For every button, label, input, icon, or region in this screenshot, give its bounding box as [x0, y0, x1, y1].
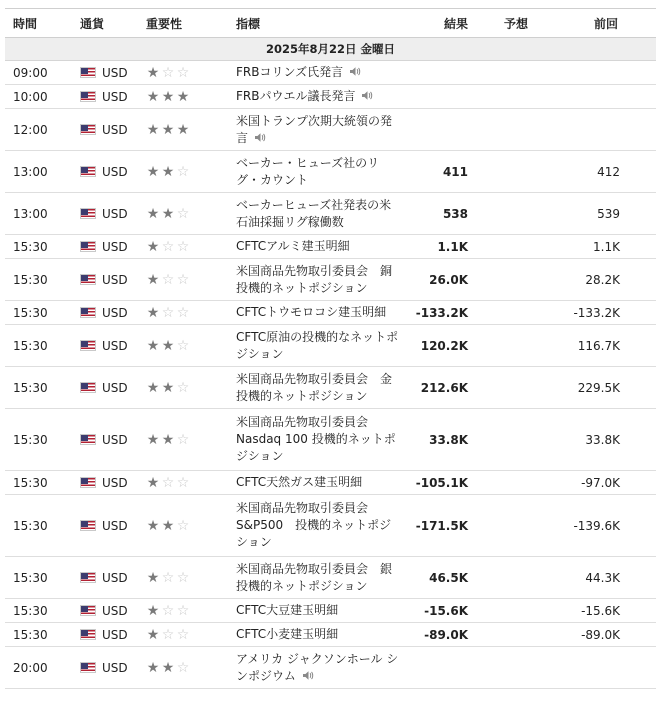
- indicator-name[interactable]: FRBコリンズ氏発言: [236, 65, 344, 79]
- importance-rating: [138, 193, 228, 235]
- star-empty-icon: ☆: [176, 517, 191, 534]
- star-empty-icon: ☆: [176, 431, 191, 448]
- event-currency: [72, 61, 138, 85]
- indicator-cell[interactable]: [228, 495, 406, 557]
- actual-value: [406, 109, 476, 151]
- us-flag-icon: [80, 166, 96, 177]
- star-filled-icon: ★: [161, 88, 176, 105]
- indicator-name[interactable]: 米国商品先物取引委員会 銀投機的ネットポジション: [236, 561, 393, 593]
- date-header: 2025年8月22日 金曜日: [5, 38, 656, 61]
- indicator-name[interactable]: 米国トランプ次期大統領の発言: [236, 113, 393, 145]
- table-row[interactable]: [5, 409, 656, 471]
- previous-value: -139.6K: [556, 495, 656, 557]
- star-filled-icon: ★: [146, 517, 161, 534]
- star-empty-icon: ☆: [176, 474, 191, 491]
- col-result[interactable]: 結果: [406, 9, 476, 38]
- actual-value: -15.6K: [406, 599, 476, 623]
- indicator-name[interactable]: ベーカー・ヒューズ社のリグ・カウント: [236, 155, 380, 187]
- actual-value: 411: [406, 151, 476, 193]
- table-row[interactable]: [5, 647, 656, 689]
- indicator-cell[interactable]: [228, 61, 406, 85]
- star-empty-icon: ☆: [161, 64, 176, 81]
- previous-value: -133.2K: [556, 301, 656, 325]
- currency-code: USD: [102, 65, 128, 80]
- previous-value: -89.0K: [556, 623, 656, 647]
- us-flag-icon: [80, 629, 96, 640]
- indicator-cell[interactable]: [228, 409, 406, 471]
- forecast-value: [476, 409, 556, 471]
- previous-value: 28.2K: [556, 259, 656, 301]
- us-flag-icon: [80, 340, 96, 351]
- actual-value: [406, 85, 476, 109]
- previous-value: -15.6K: [556, 599, 656, 623]
- importance-rating: [138, 109, 228, 151]
- currency-code: USD: [102, 660, 128, 675]
- event-time: 15:30: [5, 599, 72, 623]
- indicator-name[interactable]: アメリカ ジャクソンホール シンポジウム: [236, 651, 399, 683]
- indicator-name[interactable]: ベーカーヒューズ社発表の米石油採掘リグ稼働数: [236, 197, 392, 229]
- event-time: 15:30: [5, 259, 72, 301]
- star-filled-icon: ★: [146, 121, 161, 138]
- indicator-name[interactable]: CFTCトウモロコシ建玉明細: [236, 305, 387, 319]
- event-currency: [72, 85, 138, 109]
- speaker-icon: [349, 64, 361, 81]
- star-empty-icon: ☆: [176, 304, 191, 321]
- star-empty-icon: ☆: [176, 205, 191, 222]
- actual-value: 120.2K: [406, 325, 476, 367]
- currency-code: USD: [102, 475, 128, 490]
- importance-rating: [138, 599, 228, 623]
- currency-code: USD: [102, 627, 128, 642]
- star-empty-icon: ☆: [161, 569, 176, 586]
- indicator-cell[interactable]: [228, 367, 406, 409]
- event-currency: [72, 235, 138, 259]
- event-currency: [72, 109, 138, 151]
- star-filled-icon: ★: [161, 163, 176, 180]
- previous-value: [556, 61, 656, 85]
- star-filled-icon: ★: [146, 626, 161, 643]
- star-filled-icon: ★: [161, 337, 176, 354]
- us-flag-icon: [80, 91, 96, 102]
- star-filled-icon: ★: [146, 474, 161, 491]
- indicator-cell[interactable]: [228, 647, 406, 689]
- currency-code: USD: [102, 305, 128, 320]
- currency-code: USD: [102, 432, 128, 447]
- us-flag-icon: [80, 662, 96, 673]
- event-currency: [72, 409, 138, 471]
- actual-value: -171.5K: [406, 495, 476, 557]
- col-importance[interactable]: 重要性: [138, 9, 228, 38]
- event-time: 20:00: [5, 647, 72, 689]
- star-filled-icon: ★: [146, 64, 161, 81]
- event-currency: [72, 193, 138, 235]
- date-row: [5, 38, 656, 61]
- indicator-cell[interactable]: [228, 301, 406, 325]
- star-filled-icon: ★: [161, 205, 176, 222]
- col-previous[interactable]: 前回: [556, 9, 656, 38]
- indicator-cell[interactable]: [228, 235, 406, 259]
- star-filled-icon: ★: [161, 379, 176, 396]
- indicator-cell[interactable]: [228, 599, 406, 623]
- star-filled-icon: ★: [146, 304, 161, 321]
- currency-code: USD: [102, 570, 128, 585]
- us-flag-icon: [80, 477, 96, 488]
- us-flag-icon: [80, 124, 96, 135]
- star-empty-icon: ☆: [176, 626, 191, 643]
- star-filled-icon: ★: [161, 431, 176, 448]
- us-flag-icon: [80, 572, 96, 583]
- actual-value: -89.0K: [406, 623, 476, 647]
- star-filled-icon: ★: [176, 88, 191, 105]
- table-row[interactable]: [5, 235, 656, 259]
- table-row[interactable]: [5, 259, 656, 301]
- importance-rating: [138, 495, 228, 557]
- event-time: 15:30: [5, 557, 72, 599]
- event-currency: [72, 325, 138, 367]
- forecast-value: [476, 151, 556, 193]
- speaker-icon: [361, 88, 373, 105]
- event-time: 15:30: [5, 471, 72, 495]
- event-time: 15:30: [5, 409, 72, 471]
- star-filled-icon: ★: [161, 517, 176, 534]
- table-row[interactable]: [5, 471, 656, 495]
- star-empty-icon: ☆: [176, 602, 191, 619]
- importance-rating: [138, 301, 228, 325]
- event-currency: [72, 647, 138, 689]
- star-empty-icon: ☆: [176, 569, 191, 586]
- importance-rating: [138, 557, 228, 599]
- importance-rating: [138, 151, 228, 193]
- calendar-table: [5, 8, 656, 689]
- indicator-cell[interactable]: [228, 623, 406, 647]
- star-empty-icon: ☆: [161, 304, 176, 321]
- indicator-cell[interactable]: [228, 471, 406, 495]
- indicator-cell[interactable]: [228, 557, 406, 599]
- star-empty-icon: ☆: [161, 626, 176, 643]
- star-empty-icon: ☆: [161, 238, 176, 255]
- indicator-cell[interactable]: [228, 109, 406, 151]
- actual-value: 46.5K: [406, 557, 476, 599]
- forecast-value: [476, 599, 556, 623]
- us-flag-icon: [80, 520, 96, 531]
- event-time: 13:00: [5, 151, 72, 193]
- indicator-name[interactable]: FRBパウエル議長発言: [236, 89, 356, 103]
- previous-value: [556, 109, 656, 151]
- importance-rating: [138, 367, 228, 409]
- table-row[interactable]: [5, 193, 656, 235]
- star-filled-icon: ★: [146, 163, 161, 180]
- actual-value: 1.1K: [406, 235, 476, 259]
- us-flag-icon: [80, 307, 96, 318]
- currency-code: USD: [102, 239, 128, 254]
- star-empty-icon: ☆: [176, 337, 191, 354]
- currency-code: USD: [102, 338, 128, 353]
- star-empty-icon: ☆: [161, 271, 176, 288]
- table-row[interactable]: [5, 623, 656, 647]
- star-empty-icon: ☆: [176, 659, 191, 676]
- indicator-name[interactable]: 米国商品先物取引委員会 金投機的ネットポジション: [236, 371, 393, 403]
- star-empty-icon: ☆: [176, 379, 191, 396]
- forecast-value: [476, 259, 556, 301]
- event-currency: [72, 495, 138, 557]
- star-filled-icon: ★: [146, 238, 161, 255]
- importance-rating: [138, 85, 228, 109]
- previous-value: 229.5K: [556, 367, 656, 409]
- indicator-name[interactable]: CFTC原油の投機的なネットポジション: [236, 329, 399, 361]
- event-currency: [72, 599, 138, 623]
- previous-value: [556, 647, 656, 689]
- us-flag-icon: [80, 605, 96, 616]
- forecast-value: [476, 301, 556, 325]
- importance-rating: [138, 471, 228, 495]
- event-currency: [72, 367, 138, 409]
- event-time: 15:30: [5, 623, 72, 647]
- forecast-value: [476, 85, 556, 109]
- event-time: 15:30: [5, 235, 72, 259]
- forecast-value: [476, 647, 556, 689]
- actual-value: 212.6K: [406, 367, 476, 409]
- table-row[interactable]: [5, 301, 656, 325]
- event-time: 15:30: [5, 325, 72, 367]
- importance-rating: [138, 235, 228, 259]
- indicator-cell[interactable]: [228, 151, 406, 193]
- star-empty-icon: ☆: [161, 602, 176, 619]
- forecast-value: [476, 495, 556, 557]
- event-currency: [72, 557, 138, 599]
- col-currency[interactable]: 通貨: [72, 9, 138, 38]
- indicator-cell[interactable]: [228, 325, 406, 367]
- importance-rating: [138, 259, 228, 301]
- event-time: 15:30: [5, 495, 72, 557]
- star-filled-icon: ★: [146, 88, 161, 105]
- star-empty-icon: ☆: [161, 474, 176, 491]
- forecast-value: [476, 61, 556, 85]
- event-time: 10:00: [5, 85, 72, 109]
- star-filled-icon: ★: [146, 379, 161, 396]
- previous-value: 44.3K: [556, 557, 656, 599]
- previous-value: 1.1K: [556, 235, 656, 259]
- forecast-value: [476, 325, 556, 367]
- forecast-value: [476, 623, 556, 647]
- importance-rating: [138, 647, 228, 689]
- indicator-name[interactable]: 米国商品先物取引委員会 S&P500 投機的ネットポジション: [236, 501, 392, 549]
- previous-value: 116.7K: [556, 325, 656, 367]
- previous-value: 539: [556, 193, 656, 235]
- previous-value: -97.0K: [556, 471, 656, 495]
- economic-calendar: [5, 8, 656, 689]
- star-empty-icon: ☆: [176, 238, 191, 255]
- event-currency: [72, 259, 138, 301]
- importance-rating: [138, 61, 228, 85]
- event-currency: [72, 623, 138, 647]
- indicator-name[interactable]: CFTCアルミ建玉明細: [236, 239, 350, 253]
- previous-value: 412: [556, 151, 656, 193]
- importance-rating: [138, 409, 228, 471]
- indicator-cell[interactable]: [228, 85, 406, 109]
- forecast-value: [476, 367, 556, 409]
- actual-value: [406, 647, 476, 689]
- currency-code: USD: [102, 380, 128, 395]
- col-time[interactable]: 時間: [5, 9, 72, 38]
- us-flag-icon: [80, 241, 96, 252]
- star-filled-icon: ★: [146, 431, 161, 448]
- indicator-name[interactable]: 米国商品先物取引委員会 銅投機的ネットポジション: [236, 263, 393, 295]
- event-time: 12:00: [5, 109, 72, 151]
- us-flag-icon: [80, 208, 96, 219]
- indicator-name[interactable]: CFTC天然ガス建玉明細: [236, 475, 363, 489]
- actual-value: -133.2K: [406, 301, 476, 325]
- table-row[interactable]: [5, 61, 656, 85]
- actual-value: -105.1K: [406, 471, 476, 495]
- table-row[interactable]: [5, 557, 656, 599]
- star-filled-icon: ★: [176, 121, 191, 138]
- forecast-value: [476, 471, 556, 495]
- table-row[interactable]: [5, 599, 656, 623]
- indicator-name[interactable]: CFTC大豆建玉明細: [236, 603, 339, 617]
- us-flag-icon: [80, 274, 96, 285]
- star-filled-icon: ★: [146, 602, 161, 619]
- event-time: 13:00: [5, 193, 72, 235]
- star-filled-icon: ★: [161, 121, 176, 138]
- event-currency: [72, 151, 138, 193]
- currency-code: USD: [102, 122, 128, 137]
- star-empty-icon: ☆: [176, 271, 191, 288]
- indicator-name[interactable]: 米国商品先物取引委員会 Nasdaq 100 投機的ネットポジション: [236, 415, 396, 463]
- actual-value: 33.8K: [406, 409, 476, 471]
- previous-value: 33.8K: [556, 409, 656, 471]
- table-row[interactable]: [5, 367, 656, 409]
- importance-rating: [138, 325, 228, 367]
- us-flag-icon: [80, 382, 96, 393]
- star-filled-icon: ★: [146, 271, 161, 288]
- forecast-value: [476, 235, 556, 259]
- forecast-value: [476, 193, 556, 235]
- col-forecast[interactable]: 予想: [476, 9, 556, 38]
- currency-code: USD: [102, 272, 128, 287]
- currency-code: USD: [102, 206, 128, 221]
- star-filled-icon: ★: [161, 659, 176, 676]
- currency-code: USD: [102, 518, 128, 533]
- header-row: [5, 9, 656, 38]
- indicator-cell[interactable]: [228, 193, 406, 235]
- currency-code: USD: [102, 164, 128, 179]
- event-time: 15:30: [5, 301, 72, 325]
- event-time: 15:30: [5, 367, 72, 409]
- previous-value: [556, 85, 656, 109]
- importance-rating: [138, 623, 228, 647]
- star-filled-icon: ★: [146, 569, 161, 586]
- col-indicator[interactable]: 指標: [228, 9, 406, 38]
- event-time: 09:00: [5, 61, 72, 85]
- us-flag-icon: [80, 434, 96, 445]
- actual-value: [406, 61, 476, 85]
- table-row[interactable]: [5, 151, 656, 193]
- star-filled-icon: ★: [146, 337, 161, 354]
- actual-value: 26.0K: [406, 259, 476, 301]
- currency-code: USD: [102, 603, 128, 618]
- us-flag-icon: [80, 67, 96, 78]
- star-empty-icon: ☆: [176, 64, 191, 81]
- table-row[interactable]: [5, 495, 656, 557]
- speaker-icon: [254, 130, 266, 147]
- table-row[interactable]: [5, 109, 656, 151]
- indicator-cell[interactable]: [228, 259, 406, 301]
- table-row[interactable]: [5, 325, 656, 367]
- star-filled-icon: ★: [146, 659, 161, 676]
- forecast-value: [476, 557, 556, 599]
- speaker-icon: [302, 668, 314, 685]
- actual-value: 538: [406, 193, 476, 235]
- star-empty-icon: ☆: [176, 163, 191, 180]
- currency-code: USD: [102, 89, 128, 104]
- star-filled-icon: ★: [146, 205, 161, 222]
- event-currency: [72, 471, 138, 495]
- forecast-value: [476, 109, 556, 151]
- table-row[interactable]: [5, 85, 656, 109]
- indicator-name[interactable]: CFTC小麦建玉明細: [236, 627, 339, 641]
- event-currency: [72, 301, 138, 325]
